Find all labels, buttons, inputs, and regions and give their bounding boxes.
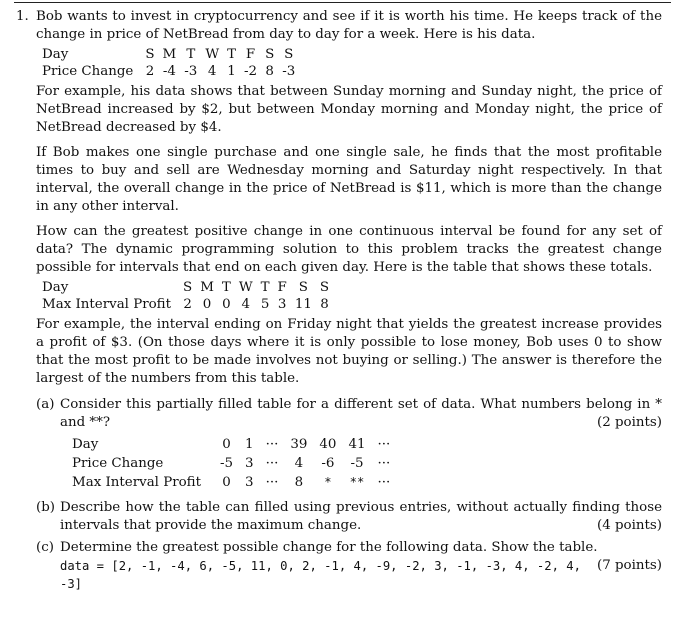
price-change-table <box>42 46 299 80</box>
table-cell: 0 <box>222 475 231 490</box>
question-block <box>16 8 662 597</box>
part-c-text: Determine the greatest possible change for the following data. Show the table. <box>60 540 598 555</box>
subparts <box>36 396 662 593</box>
day-cell: S <box>145 47 155 62</box>
day-cell: T <box>227 47 237 62</box>
table-row <box>72 474 395 491</box>
example-paragraph: For example, his data shows that between Sunday morning and Sunday night, the price of NetBread increased by $2, but between Monday morning and Monday night, the price of NetBread decreased by $4. <box>36 84 662 135</box>
part-label: (a) <box>36 397 55 412</box>
value-cell: -3 <box>282 64 296 79</box>
table-cell: 3 <box>245 475 254 490</box>
value-cell: 4 <box>241 297 250 312</box>
table-cell: 4 <box>294 456 304 471</box>
table-cell: ··· <box>377 437 391 452</box>
intro-paragraph: Bob wants to invest in cryptocurrency and see if it is worth his time. He keeps track of the change in price of NetBread from day to day for a week. Here is his data. <box>36 9 662 42</box>
table-cell: 1 <box>245 437 254 452</box>
value-cell: 1 <box>227 64 236 79</box>
table-cell: ··· <box>377 475 391 490</box>
day-cell: T <box>221 280 231 295</box>
value-cell: -3 <box>184 64 198 79</box>
day-cell: S <box>298 280 308 295</box>
table-cell: -5 <box>350 456 364 471</box>
table-cell: -6 <box>321 456 335 471</box>
table-row <box>72 436 395 453</box>
table-row <box>42 63 299 80</box>
value-cell: 8 <box>320 297 329 312</box>
table-cell: ··· <box>377 456 391 471</box>
value-cell: 2 <box>145 64 155 79</box>
table-row <box>42 296 333 313</box>
row-label: Day <box>72 437 99 452</box>
row-label: Day <box>42 47 69 62</box>
table-cell: 3 <box>245 456 254 471</box>
table-cell: 0 <box>222 437 231 452</box>
row-label: Max Interval Profit <box>72 475 201 490</box>
row-label: Price Change <box>72 456 164 471</box>
part-a-points: (2 points) <box>596 415 662 430</box>
table-cell: 40 <box>319 437 337 452</box>
day-cell: M <box>162 47 177 62</box>
part-label: (b) <box>36 500 56 515</box>
value-cell: 2 <box>183 297 192 312</box>
table-cell: ··· <box>265 437 279 452</box>
part-a <box>36 396 662 495</box>
day-cell: S <box>265 47 275 62</box>
part-b-text: Describe how the table can filled using previous entries, without actually finding those intervals that provide the maximum change. <box>60 500 662 533</box>
table-cell: ··· <box>265 456 279 471</box>
dp-paragraph: How can the greatest positive change in one continuous interval be found for any set of data? The dynamic programming solution to this problem tracks the greatest change possible for intervals that end on each given day. Here is the table that shows these totals. <box>36 224 662 275</box>
value-cell: 11 <box>294 297 312 312</box>
day-cell: F <box>277 280 287 295</box>
purchase-paragraph: If Bob makes one single purchase and one single sale, he finds that the most profitable times to buy and sell are Wednesday morning and Saturday night respectively. In that interval, the overall change in the price of NetBread is $11, which is more than the change in any other interval. <box>36 145 662 214</box>
friday-paragraph: For example, the interval ending on Friday night that yields the greatest increase provides a profit of $3. (On those days where it is only possible to lose money, Bob uses 0 to show that the most profit to be made involves not buying or selling.) The answer is therefore the largest of the numbers from this table. <box>36 317 662 386</box>
top-rule <box>14 2 671 3</box>
table-cell: 39 <box>290 437 308 452</box>
value-cell: 3 <box>277 297 287 312</box>
day-cell: S <box>284 47 294 62</box>
part-b-points: (4 points) <box>596 518 662 533</box>
value-cell: -2 <box>244 64 258 79</box>
value-cell: 0 <box>202 297 212 312</box>
day-cell: W <box>238 280 253 295</box>
value-cell: 5 <box>260 297 270 312</box>
question-number: 1. <box>16 9 29 24</box>
row-label: Max Interval Profit <box>42 297 171 312</box>
value-cell: 8 <box>265 64 274 79</box>
max-profit-table <box>42 279 333 313</box>
data-code: data = [2, -1, -4, 6, -5, 11, 0, 2, -1, 4, -9, -2, 3, -1, -3, 4, -2, 4, -3] <box>60 559 581 591</box>
table-cell: 41 <box>348 437 366 452</box>
table-cell: 8 <box>294 475 304 490</box>
table-row <box>42 279 333 296</box>
day-cell: S <box>183 280 193 295</box>
day-cell: T <box>186 47 196 62</box>
part-c <box>36 539 662 593</box>
part-label: (c) <box>36 540 54 555</box>
day-cell: M <box>200 280 214 295</box>
table-row <box>72 455 395 472</box>
row-label: Price Change <box>42 64 134 79</box>
day-cell: T <box>260 280 270 295</box>
table-cell: ··· <box>265 475 279 490</box>
table-cell: -5 <box>220 456 234 471</box>
part-a-text: Consider this partially filled table for a different set of data. What numbers belong in * and **? <box>60 397 662 430</box>
day-cell: S <box>319 280 330 295</box>
value-cell: -4 <box>162 64 176 79</box>
row-label: Day <box>42 280 69 295</box>
table-row <box>42 46 299 63</box>
value-cell: 0 <box>222 297 231 312</box>
part-b <box>36 499 662 535</box>
value-cell: 4 <box>207 64 217 79</box>
table-cell: ** <box>349 475 365 489</box>
day-cell: W <box>205 47 220 62</box>
partial-table <box>70 434 397 493</box>
part-c-points: (7 points) <box>596 558 662 573</box>
question-body <box>36 8 662 593</box>
table-cell: * <box>324 475 332 489</box>
day-cell: F <box>245 47 256 62</box>
